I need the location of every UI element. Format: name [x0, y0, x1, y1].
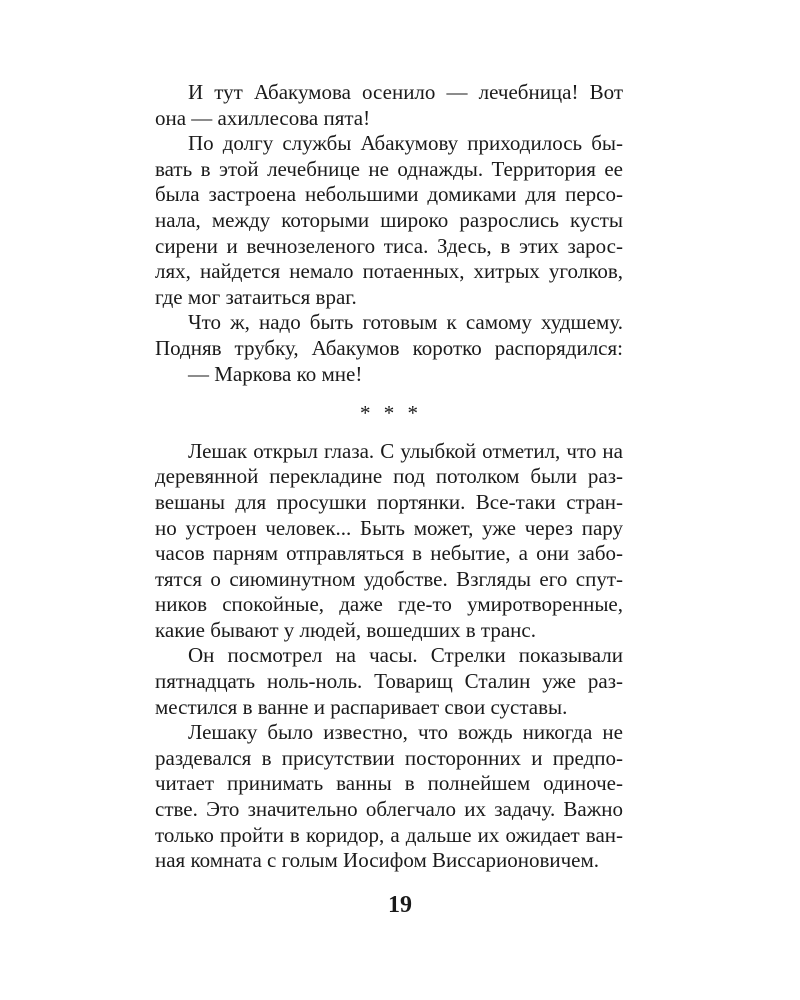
- text-line: Лешаку было известно, что вождь никогда не: [188, 720, 623, 745]
- text-line: Что ж, надо быть готовым к самому худшему.: [188, 310, 623, 335]
- page-number: 19: [388, 892, 412, 918]
- text-line: часов парням отправляться в небытие, а они забо-: [155, 541, 623, 566]
- text-line: нала, между которыми широко разрослись кусты: [155, 207, 623, 232]
- text-line: где мог затаиться враг.: [155, 284, 357, 309]
- text-line: сирени и вечнозеленого тиса. Здесь, в этих зарос-: [155, 233, 623, 258]
- text-line: По долгу службы Абакумову приходилось бы-: [188, 131, 623, 156]
- text-line: какие бывают у людей, вошедших в транс.: [155, 617, 536, 642]
- text-line: была застроена небольшими домиками для персо-: [155, 182, 623, 207]
- text-line: ников спокойные, даже где-то умиротворенные,: [155, 592, 623, 617]
- text-line: она — ахиллесова пята!: [155, 105, 371, 130]
- text-line: Подняв трубку, Абакумов коротко распорядился:: [155, 335, 623, 360]
- text-line: Он посмотрел на часы. Стрелки показывали: [188, 643, 623, 668]
- text-line: — Маркова ко мне!: [188, 361, 363, 386]
- text-line: деревянной перекладине под потолком были раз-: [155, 464, 623, 489]
- text-line: И тут Абакумова осенило — лечебница! Вот: [188, 80, 623, 104]
- text-line: пятнадцать ноль-ноль. Товарищ Сталин уже раз-: [155, 669, 623, 694]
- text-line: вать в этой лечебнице не однажды. Территория ее: [155, 156, 623, 181]
- text-line: ная комната с голым Иосифом Виссарионовичем.: [155, 848, 600, 873]
- text-line: лях, найдется немало потаенных, хитрых уголков,: [155, 259, 623, 284]
- text-line: читает принимать ванны в полнейшем одиноче-: [155, 771, 623, 796]
- text-line: только пройти в коридор, а дальше их ожидает ван-: [155, 822, 623, 847]
- text-line: тятся о сиюминутном удобстве. Взгляды его спут-: [155, 566, 623, 591]
- text-line: Лешак открыл глаза. С улыбкой отметил, что на: [188, 438, 623, 463]
- text-line: стве. Это значительно облегчало их задачу. Важно: [155, 797, 623, 822]
- page-body: [155, 80, 623, 874]
- text-line: местился в ванне и распаривает свои суставы.: [155, 694, 568, 719]
- section-separator: * * *: [360, 401, 418, 426]
- text-line: раздевался в присутствии посторонних и предпо-: [155, 745, 623, 770]
- text-line: вешаны для просушки портянки. Все-таки стран-: [155, 489, 623, 514]
- text-line: но устроен человек... Быть может, уже через пару: [155, 515, 623, 540]
